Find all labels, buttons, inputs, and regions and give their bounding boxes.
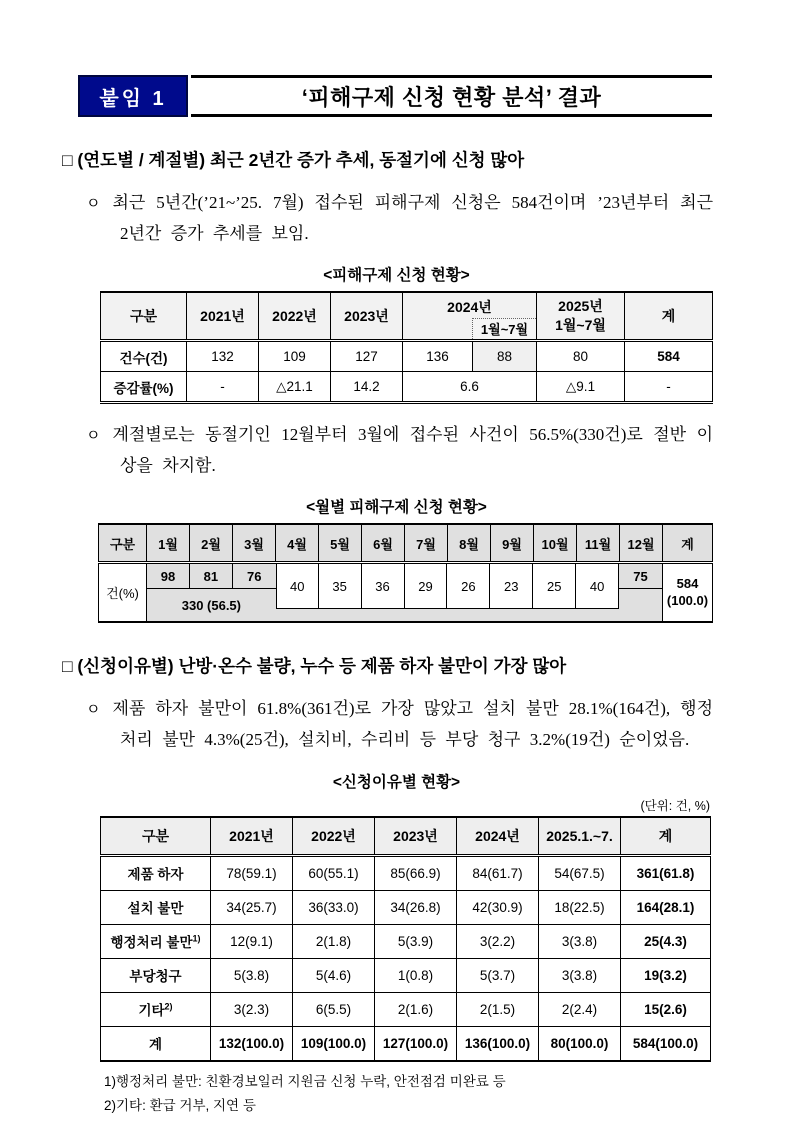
cell: 3(2.3) [211,992,293,1026]
cell: 26 [447,564,490,609]
footnote-marker: 1) [192,933,201,944]
table-row [101,992,711,1026]
cell: 2(1.8) [293,924,375,958]
cell: 84(61.7) [457,855,539,890]
cell: - [625,372,713,403]
col-header: 7월 [405,524,448,563]
footnotes [104,1070,793,1119]
table-row [101,855,711,890]
cell-total: 584(100.0) [621,1026,711,1061]
col-header: 2025.1.~7. [539,817,621,856]
paragraph-1 [86,188,713,249]
cell: 85(66.9) [375,855,457,890]
cell: 18(22.5) [539,890,621,924]
cell: - [187,372,259,403]
paragraph-1-text: 최근 5년간(’21~’25. 7월) 접수된 피해구제 신청은 584건이며 ’23년부터 최근 2년간 증가 추세를 보임. [112,193,713,243]
cell: 5(4.6) [293,958,375,992]
grand-total-line1: 584 [676,575,699,591]
bullet-icon: ㅇ [86,428,101,445]
cell: 34(26.8) [375,890,457,924]
col-header-2025-line1: 2025년 [558,298,603,315]
row-label: 건(%) [99,563,147,623]
col-header: 2024년 [457,817,539,856]
table-row-change-rate [101,372,713,403]
cell: 14.2 [331,372,403,403]
row-label: 행정처리 불만$^{1)}$ [101,924,211,958]
cell-merged: 6.6 [403,372,537,403]
cell: 80 [537,341,625,372]
cell: 3(3.8) [539,924,621,958]
section2-heading: □ (신청이유별) 난방·온수 불량, 누수 등 제품 하자 불만이 가장 많아 [62,656,567,677]
cell: 136 [403,341,473,372]
col-header: 8월 [448,524,491,563]
cell: △21.1 [259,372,331,403]
title-rule [191,75,712,117]
row-label: 부당청구 [101,958,211,992]
cell-total: 584 [625,341,713,372]
paragraph-3-text: 제품 하자 불만이 61.8%(361건)로 가장 많았고 설치 불만 28.1%(164건), 행정 처리 불만 4.3%(25건), 설치비, 수리비 등 부당 청구 3.2%(19건) 순이었음. [112,699,713,749]
page-title: ‘피해구제 신청 현황 분석’ 결과 [301,84,602,110]
col-header: 구분 [99,524,147,563]
table-header-row [99,524,713,563]
cell: 35 [319,564,362,609]
col-header: 구분 [101,817,211,856]
col-header: 10월 [534,524,577,563]
cell: 78(59.1) [211,855,293,890]
col-header: 2023년 [375,817,457,856]
cell-total: 361(61.8) [621,855,711,890]
cell: 2(1.5) [457,992,539,1026]
table-row-monthly [99,563,713,623]
cell-winter-jan: 98 [147,564,190,589]
bullet-icon: ㅇ [86,196,101,212]
cell: 36 [362,564,405,609]
cell-winter-total: 330 (56.5) [181,597,241,613]
cell-grand-total [663,563,713,623]
cell-total: 25(4.3) [621,924,711,958]
cell: 136(100.0) [457,1026,539,1061]
table-header-row [101,817,711,856]
cell: 127 [331,341,403,372]
unit-label: (단위: 건, %) [640,798,710,813]
table-header-row [101,292,713,341]
cell: 132(100.0) [211,1026,293,1061]
col-header-2024-wrap [403,293,536,339]
footnote-2: 2)기타: 환급 거부, 지연 등 [104,1097,256,1113]
paragraph-3 [86,694,713,755]
cell: 5(3.8) [211,958,293,992]
cell: 40 [576,564,619,609]
col-header-2024 [403,292,537,341]
col-header-2024-subperiod: 1월~7월 [472,318,536,339]
cell: 1(0.8) [375,958,457,992]
cell-winter-mar: 76 [233,564,276,589]
section1-heading: □ (연도별 / 계절별) 최근 2년간 증가 추세, 동절기에 신청 많아 [62,150,525,170]
cell-total: 19(3.2) [621,958,711,992]
col-header: 5월 [319,524,362,563]
col-header: 2021년 [211,817,293,856]
col-header: 11월 [577,524,620,563]
cell: 40 [276,564,319,609]
cell: 29 [405,564,448,609]
table3-caption: <신청이유별 현황> [332,773,461,791]
cell: 3(2.2) [457,924,539,958]
cell: 3(3.8) [539,958,621,992]
cell: 42(30.9) [457,890,539,924]
col-header: 2022년 [259,292,331,341]
col-header-2025-line2: 1월~7월 [555,317,606,334]
table-yearly-status [100,291,713,404]
cell: 6(5.5) [293,992,375,1026]
col-header: 구분 [101,292,187,341]
table-monthly-status [98,523,713,623]
row-label: 건수(건) [101,341,187,372]
table-row [101,924,711,958]
row-label: 설치 불만 [101,890,211,924]
col-header: 계 [625,292,713,341]
col-header: 9월 [491,524,534,563]
grand-total-line2: (100.0) [666,592,709,608]
monthly-values-cell [147,563,663,623]
cell: 34(25.7) [211,890,293,924]
table-row-counts [101,341,713,372]
col-header: 3월 [233,524,276,563]
col-header: 계 [621,817,711,856]
cell-total: 164(28.1) [621,890,711,924]
cell: 2(1.6) [375,992,457,1026]
col-header: 2021년 [187,292,259,341]
cell: 132 [187,341,259,372]
cell: 2(2.4) [539,992,621,1026]
cell-winter-feb: 81 [190,564,233,589]
title-block [78,75,712,117]
col-header-2025 [537,292,625,341]
attachment-badge: 붙임 1 [78,75,188,117]
table-row-total [101,1026,711,1061]
table1-caption: <피해구제 신청 현황> [323,267,470,285]
paragraph-2-text: 계절별로는 동절기인 12월부터 3월에 접수된 사건이 56.5%(330건)로 절반 이상을 차지함. [112,425,713,475]
row-label: 계 [101,1026,211,1061]
cell-subperiod: 88 [473,341,537,372]
cell: 25 [533,564,576,609]
cell: 12(9.1) [211,924,293,958]
table-row [101,958,711,992]
col-header: 2월 [190,524,233,563]
row-label: 기타$^{2)}$ [101,992,211,1026]
cell: 54(67.5) [539,855,621,890]
table-row [101,890,711,924]
col-header: 2022년 [293,817,375,856]
cell: 5(3.7) [457,958,539,992]
bullet-icon: ㅇ [86,702,101,719]
cell: 80(100.0) [539,1026,621,1061]
footnote-1: 1)행정처리 불만: 친환경보일러 지원금 신청 누락, 안전점검 미완료 등 [104,1073,506,1089]
col-header-2024-label: 2024년 [447,299,492,316]
table2-caption: <월별 피해구제 신청 현황> [306,499,487,517]
cell: 127(100.0) [375,1026,457,1061]
cell: 23 [490,564,533,609]
table-reason-status [100,816,711,1062]
col-header: 4월 [276,524,319,563]
col-header: 2023년 [331,292,403,341]
col-header: 12월 [620,524,663,563]
cell-winter-dec: 75 [619,564,662,589]
row-label: 증감률(%) [101,372,187,403]
col-header: 6월 [362,524,405,563]
col-header: 1월 [147,524,190,563]
cell: 109 [259,341,331,372]
cell: 5(3.9) [375,924,457,958]
col-header: 계 [663,524,713,563]
cell-total: 15(2.6) [621,992,711,1026]
paragraph-2 [86,420,713,481]
monthly-grid [147,564,662,621]
footnote-marker: 2) [164,1001,173,1012]
row-label: 제품 하자 [101,855,211,890]
cell: △9.1 [537,372,625,403]
cell: 60(55.1) [293,855,375,890]
cell: 36(33.0) [293,890,375,924]
cell: 109(100.0) [293,1026,375,1061]
